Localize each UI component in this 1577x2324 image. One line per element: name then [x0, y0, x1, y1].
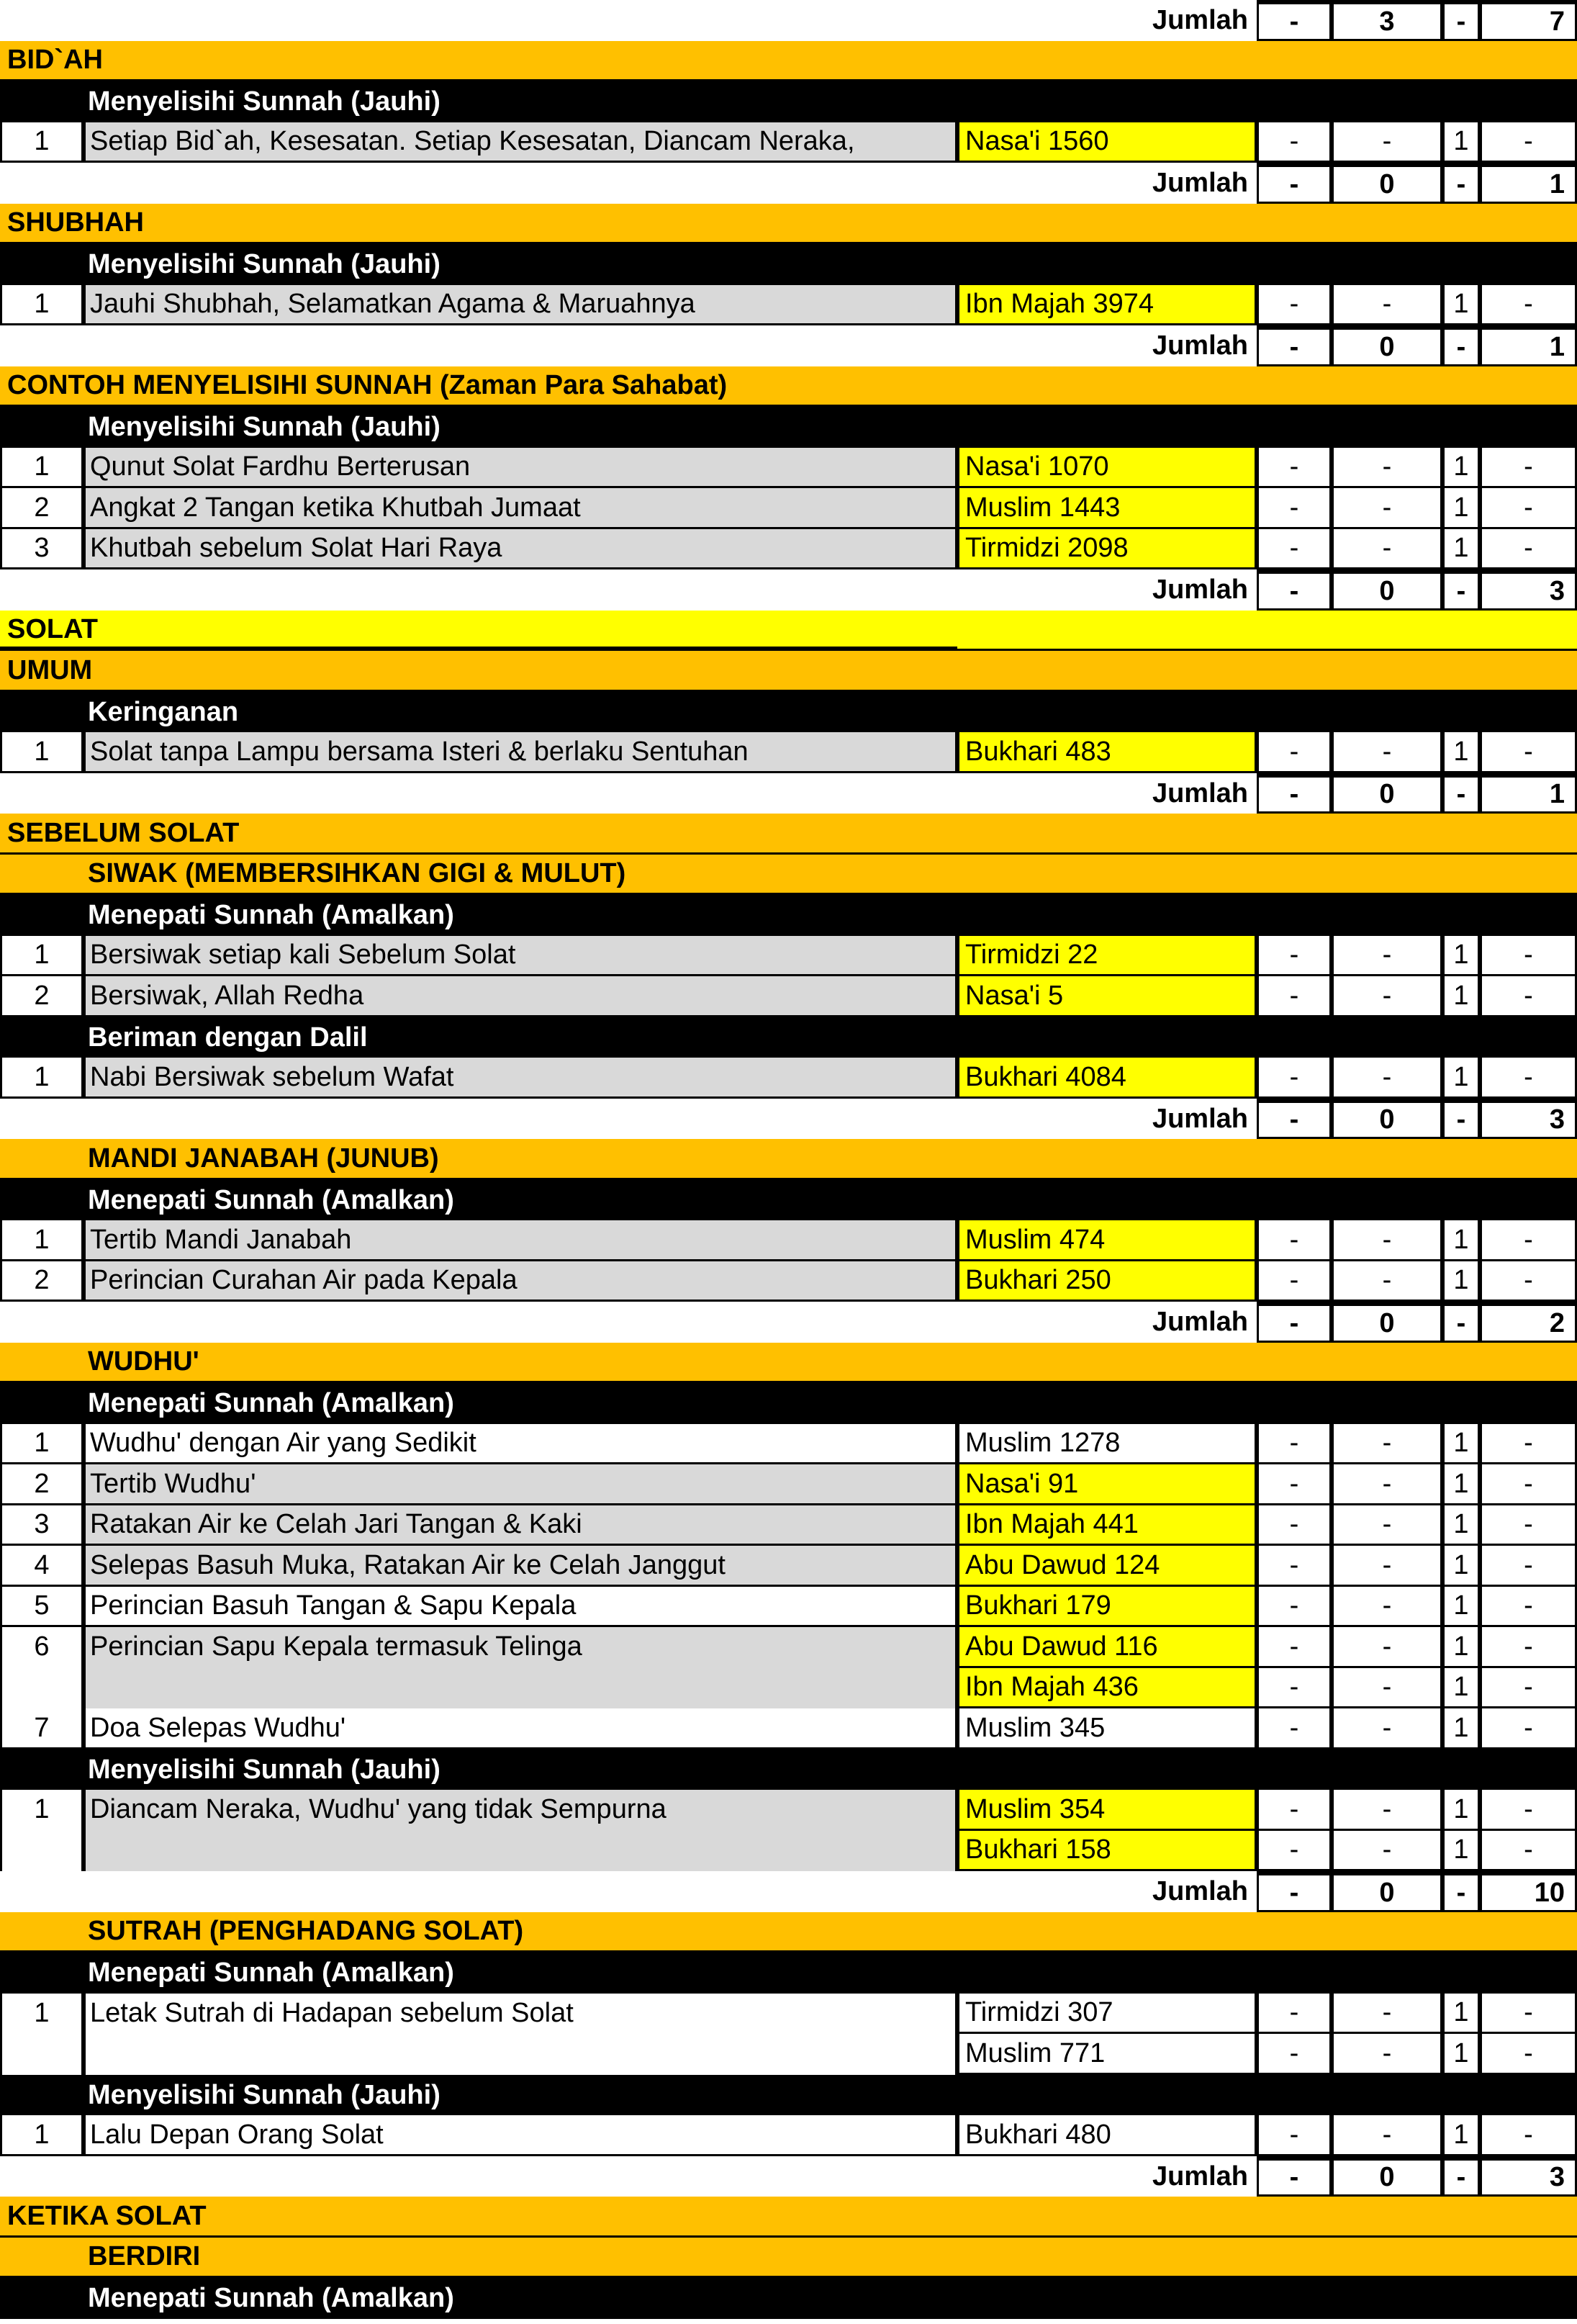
total-value-3[interactable]: -	[1442, 325, 1480, 366]
subsection-header-row	[0, 2278, 1577, 2319]
subsection-title: Menyelisihi Sunnah (Jauhi)	[88, 1754, 440, 1785]
subsection-title: Menyelisihi Sunnah (Jauhi)	[88, 2079, 440, 2110]
marker-cell-3[interactable]: 1	[1442, 976, 1480, 1017]
marker-cell-4[interactable]: -	[1480, 2034, 1577, 2075]
total-value-3[interactable]: -	[1442, 1099, 1480, 1140]
marker-cell-4[interactable]: -	[1480, 1058, 1577, 1099]
marker-cell-3[interactable]: 1	[1442, 1790, 1480, 1831]
marker-cell-1[interactable]: -	[1257, 1058, 1332, 1099]
marker-cell-1[interactable]: -	[1257, 488, 1332, 529]
marker-cell-3[interactable]: 1	[1442, 1587, 1480, 1628]
table-row	[0, 529, 1577, 570]
table-row	[0, 448, 1577, 489]
hadith-description[interactable]: Perincian Sapu Kepala termasuk Telinga	[83, 1627, 957, 1668]
total-value-2[interactable]: 0	[1332, 1302, 1442, 1343]
total-value-2[interactable]: 3	[1332, 0, 1442, 41]
marker-cell-1[interactable]: -	[1257, 936, 1332, 977]
total-label: Jumlah	[1152, 168, 1248, 199]
marker-cell-4[interactable]: -	[1480, 1790, 1577, 1831]
row-number[interactable]: 1	[0, 1790, 83, 1831]
marker-cell-2[interactable]: -	[1332, 2034, 1442, 2075]
row-number[interactable]: 1	[0, 285, 83, 326]
hadith-reference[interactable]: Tirmidzi 22	[957, 936, 1257, 977]
marker-cell-2[interactable]: -	[1332, 976, 1442, 1017]
marker-cell-2[interactable]: -	[1332, 448, 1442, 489]
subsection-header-row	[0, 244, 1577, 285]
total-value-1[interactable]: -	[1257, 1099, 1332, 1140]
total-row	[0, 1871, 1577, 1912]
hadith-description[interactable]: Khutbah sebelum Solat Hari Raya	[83, 529, 957, 570]
section-header-row	[0, 41, 1577, 82]
hadith-reference[interactable]: Muslim 1278	[957, 1424, 1257, 1465]
total-label: Jumlah	[1152, 1103, 1248, 1134]
marker-cell-2[interactable]: -	[1332, 732, 1442, 773]
marker-cell-4[interactable]: -	[1480, 1546, 1577, 1587]
subsection-header-row	[0, 2075, 1577, 2116]
subsection-title: Keringanan	[88, 696, 239, 727]
total-value-2[interactable]: 0	[1332, 1099, 1442, 1140]
marker-cell-1[interactable]: -	[1257, 1464, 1332, 1505]
hadith-description[interactable]: Ratakan Air ke Celah Jari Tangan & Kaki	[83, 1505, 957, 1546]
hadith-reference[interactable]: Muslim 354	[957, 1790, 1257, 1831]
total-value-3[interactable]: -	[1442, 773, 1480, 814]
table-row	[0, 1546, 1577, 1587]
hadith-description[interactable]: Perincian Basuh Tangan & Sapu Kepala	[83, 1587, 957, 1628]
marker-cell-2[interactable]: -	[1332, 1505, 1442, 1546]
marker-cell-3[interactable]: 1	[1442, 285, 1480, 326]
row-number[interactable]	[0, 2034, 83, 2075]
marker-cell-2[interactable]: -	[1332, 1668, 1442, 1709]
marker-cell-4[interactable]: -	[1480, 448, 1577, 489]
marker-cell-1[interactable]: -	[1257, 1831, 1332, 1872]
marker-cell-4[interactable]: -	[1480, 1831, 1577, 1872]
total-value-4[interactable]: 1	[1480, 325, 1577, 366]
hadith-description[interactable]: Wudhu' dengan Air yang Sedikit	[83, 1424, 957, 1465]
hadith-description[interactable]	[83, 1831, 957, 1872]
section-title: KETIKA SOLAT	[7, 2200, 207, 2231]
total-value-4[interactable]: 2	[1480, 1302, 1577, 1343]
marker-cell-1[interactable]: -	[1257, 1790, 1332, 1831]
marker-cell-2[interactable]: -	[1332, 1994, 1442, 2035]
hadith-reference[interactable]: Ibn Majah 436	[957, 1668, 1257, 1709]
total-value-1[interactable]: -	[1257, 2156, 1332, 2197]
marker-cell-1[interactable]: -	[1257, 529, 1332, 570]
marker-cell-2[interactable]: -	[1332, 1424, 1442, 1465]
total-value-1[interactable]: -	[1257, 569, 1332, 611]
subsection-title: Menyelisihi Sunnah (Jauhi)	[88, 249, 440, 280]
hadith-description[interactable]: Perincian Curahan Air pada Kepala	[83, 1261, 957, 1302]
row-number[interactable]	[0, 1668, 83, 1709]
marker-cell-4[interactable]: -	[1480, 488, 1577, 529]
subsection-title: Menepati Sunnah (Amalkan)	[88, 1184, 454, 1215]
subsection-header-row	[0, 895, 1577, 936]
total-value-3[interactable]: -	[1442, 1871, 1480, 1912]
marker-cell-2[interactable]: -	[1332, 1708, 1442, 1749]
total-value-3[interactable]: -	[1442, 163, 1480, 204]
hadith-description[interactable]	[83, 2034, 957, 2075]
subsection-title: Menepati Sunnah (Amalkan)	[88, 1388, 454, 1419]
marker-cell-4[interactable]: -	[1480, 2115, 1577, 2156]
subsection-title: Menepati Sunnah (Amalkan)	[88, 1958, 454, 1989]
marker-cell-4[interactable]: -	[1480, 1668, 1577, 1709]
marker-cell-3[interactable]: 1	[1442, 1668, 1480, 1709]
marker-cell-4[interactable]: -	[1480, 1994, 1577, 2035]
hadith-description[interactable]: Doa Selepas Wudhu'	[83, 1708, 957, 1749]
table-row	[0, 2115, 1577, 2156]
row-number[interactable]: 1	[0, 448, 83, 489]
total-label: Jumlah	[1152, 5, 1248, 36]
total-value-4[interactable]: 3	[1480, 2156, 1577, 2197]
table-row	[0, 1464, 1577, 1505]
hadith-reference[interactable]: Bukhari 158	[957, 1831, 1257, 1872]
total-value-2[interactable]: 0	[1332, 569, 1442, 611]
marker-cell-4[interactable]: -	[1480, 1220, 1577, 1261]
total-value-3[interactable]: -	[1442, 1302, 1480, 1343]
marker-cell-3[interactable]: 1	[1442, 529, 1480, 570]
marker-cell-2[interactable]: -	[1332, 529, 1442, 570]
total-label: Jumlah	[1152, 330, 1248, 361]
total-value-2[interactable]: 0	[1332, 163, 1442, 204]
section-header-row	[0, 2197, 1577, 2238]
marker-cell-1[interactable]: -	[1257, 1994, 1332, 2035]
section-title: CONTOH MENYELISIHI SUNNAH (Zaman Para Sahabat)	[7, 370, 728, 401]
section-header-row	[0, 2238, 1577, 2279]
subsection-title: Menepati Sunnah (Amalkan)	[88, 2283, 454, 2314]
hadith-reference[interactable]: Nasa'i 1070	[957, 448, 1257, 489]
total-value-1[interactable]: -	[1257, 1302, 1332, 1343]
marker-cell-3[interactable]: 1	[1442, 2034, 1480, 2075]
marker-cell-1[interactable]: -	[1257, 1587, 1332, 1628]
category-title: SOLAT	[7, 614, 98, 645]
subsection-header-row	[0, 1383, 1577, 1424]
section-header-row	[0, 366, 1577, 407]
marker-cell-1[interactable]: -	[1257, 1424, 1332, 1465]
row-number[interactable]: 1	[0, 1058, 83, 1099]
section-title: SUTRAH (PENGHADANG SOLAT)	[88, 1916, 524, 1947]
table-row	[0, 122, 1577, 163]
table-row	[0, 1058, 1577, 1099]
marker-cell-4[interactable]: -	[1480, 122, 1577, 163]
marker-cell-1[interactable]: -	[1257, 1220, 1332, 1261]
hadith-description[interactable]: Selepas Basuh Muka, Ratakan Air ke Celah Janggut	[83, 1546, 957, 1587]
subsection-title: Beriman dengan Dalil	[88, 1022, 368, 1053]
section-header-row	[0, 814, 1577, 855]
marker-cell-2[interactable]: -	[1332, 122, 1442, 163]
section-title: WUDHU'	[88, 1346, 199, 1377]
total-value-4[interactable]: 10	[1480, 1871, 1577, 1912]
table-row	[0, 1220, 1577, 1261]
section-header-row	[0, 1912, 1577, 1953]
total-value-1[interactable]: -	[1257, 773, 1332, 814]
hadith-description[interactable]: Lalu Depan Orang Solat	[83, 2115, 957, 2156]
table-row	[0, 1994, 1577, 2035]
row-number[interactable]: 5	[0, 1587, 83, 1628]
row-number[interactable]: 1	[0, 732, 83, 773]
section-header-row	[0, 651, 1577, 692]
row-number[interactable]: 1	[0, 1424, 83, 1465]
marker-cell-3[interactable]: 1	[1442, 448, 1480, 489]
table-row	[0, 1424, 1577, 1465]
total-row	[0, 569, 1577, 611]
hadith-description[interactable]: Setiap Bid`ah, Kesesatan. Setiap Kesesatan, Diancam Neraka,	[83, 122, 957, 163]
section-title: BID`AH	[7, 45, 103, 76]
marker-cell-4[interactable]: -	[1480, 285, 1577, 326]
hadith-description[interactable]: Diancam Neraka, Wudhu' yang tidak Sempurna	[83, 1790, 957, 1831]
section-title: UMUM	[7, 654, 93, 685]
table-row	[0, 976, 1577, 1017]
hadith-reference[interactable]: Nasa'i 91	[957, 1464, 1257, 1505]
total-label: Jumlah	[1152, 1876, 1248, 1907]
total-row	[0, 1302, 1577, 1343]
hadith-reference[interactable]: Nasa'i 5	[957, 976, 1257, 1017]
marker-cell-2[interactable]: -	[1332, 1790, 1442, 1831]
marker-cell-4[interactable]: -	[1480, 1587, 1577, 1628]
total-value-4[interactable]: 1	[1480, 773, 1577, 814]
marker-cell-1[interactable]: -	[1257, 1261, 1332, 1302]
marker-cell-4[interactable]: -	[1480, 936, 1577, 977]
row-number[interactable]: 1	[0, 936, 83, 977]
subsection-header-row	[0, 81, 1577, 122]
total-row	[0, 0, 1577, 41]
hadith-reference[interactable]: Bukhari 179	[957, 1587, 1257, 1628]
total-value-4[interactable]: 1	[1480, 163, 1577, 204]
row-number[interactable]: 3	[0, 1505, 83, 1546]
hadith-description[interactable]: Tertib Mandi Janabah	[83, 1220, 957, 1261]
table-row-continuation	[0, 1668, 1577, 1709]
total-label: Jumlah	[1152, 778, 1248, 809]
marker-cell-1[interactable]: -	[1257, 1668, 1332, 1709]
subsection-title: Menyelisihi Sunnah (Jauhi)	[88, 86, 440, 117]
marker-cell-4[interactable]: -	[1480, 1505, 1577, 1546]
section-header-row	[0, 855, 1577, 896]
marker-cell-2[interactable]: -	[1332, 1261, 1442, 1302]
total-value-3[interactable]: -	[1442, 569, 1480, 611]
marker-cell-3[interactable]: 1	[1442, 1708, 1480, 1749]
marker-cell-2[interactable]: -	[1332, 488, 1442, 529]
table-row	[0, 732, 1577, 773]
marker-cell-1[interactable]: -	[1257, 976, 1332, 1017]
marker-cell-3[interactable]: 1	[1442, 1424, 1480, 1465]
total-row	[0, 1099, 1577, 1140]
total-label: Jumlah	[1152, 1307, 1248, 1338]
marker-cell-2[interactable]: -	[1332, 1058, 1442, 1099]
table-row	[0, 1708, 1577, 1749]
marker-cell-2[interactable]: -	[1332, 936, 1442, 977]
hadith-description[interactable]: Nabi Bersiwak sebelum Wafat	[83, 1058, 957, 1099]
section-header-row	[0, 204, 1577, 245]
marker-cell-4[interactable]: -	[1480, 1708, 1577, 1749]
marker-cell-1[interactable]: -	[1257, 448, 1332, 489]
marker-cell-3[interactable]: 1	[1442, 1994, 1480, 2035]
row-number[interactable]: 4	[0, 1546, 83, 1587]
marker-cell-3[interactable]: 1	[1442, 1546, 1480, 1587]
row-number[interactable]	[0, 1831, 83, 1872]
table-row	[0, 1587, 1577, 1628]
hadith-reference[interactable]: Bukhari 483	[957, 732, 1257, 773]
marker-cell-3[interactable]: 1	[1442, 1464, 1480, 1505]
marker-cell-3[interactable]: 1	[1442, 936, 1480, 977]
hadith-description[interactable]: Bersiwak, Allah Redha	[83, 976, 957, 1017]
marker-cell-4[interactable]: -	[1480, 1627, 1577, 1668]
marker-cell-3[interactable]: 1	[1442, 488, 1480, 529]
subsection-header-row	[0, 1953, 1577, 1994]
subsection-header-row	[0, 1180, 1577, 1221]
total-value-1[interactable]: -	[1257, 325, 1332, 366]
table-row-continuation	[0, 2034, 1577, 2075]
table-row	[0, 936, 1577, 977]
total-value-4[interactable]: 3	[1480, 569, 1577, 611]
hadith-reference[interactable]: Tirmidzi 2098	[957, 529, 1257, 570]
marker-cell-3[interactable]: 1	[1442, 1627, 1480, 1668]
hadith-reference[interactable]: Muslim 474	[957, 1220, 1257, 1261]
total-label: Jumlah	[1152, 575, 1248, 605]
total-value-4[interactable]: 3	[1480, 1099, 1577, 1140]
marker-cell-3[interactable]: 1	[1442, 732, 1480, 773]
subsection-header-row	[0, 692, 1577, 733]
section-header-row	[0, 1343, 1577, 1384]
total-value-2[interactable]: 0	[1332, 2156, 1442, 2197]
category-header-row	[0, 611, 1577, 652]
marker-cell-3[interactable]: 1	[1442, 1831, 1480, 1872]
total-row	[0, 325, 1577, 366]
marker-cell-4[interactable]: -	[1480, 732, 1577, 773]
table-row	[0, 285, 1577, 326]
hadith-description[interactable]: Letak Sutrah di Hadapan sebelum Solat	[83, 1994, 957, 2035]
hadith-reference[interactable]: Bukhari 4084	[957, 1058, 1257, 1099]
table-row-continuation	[0, 1831, 1577, 1872]
row-number[interactable]: 6	[0, 1627, 83, 1668]
marker-cell-1[interactable]: -	[1257, 1627, 1332, 1668]
table-row	[0, 1790, 1577, 1831]
marker-cell-4[interactable]: -	[1480, 1464, 1577, 1505]
marker-cell-1[interactable]: -	[1257, 2034, 1332, 2075]
marker-cell-1[interactable]: -	[1257, 2115, 1332, 2156]
total-row	[0, 773, 1577, 814]
row-number[interactable]: 1	[0, 122, 83, 163]
table-row	[0, 1505, 1577, 1546]
marker-cell-2[interactable]: -	[1332, 1587, 1442, 1628]
hadith-reference[interactable]: Ibn Majah 3974	[957, 285, 1257, 326]
section-title: MANDI JANABAH (JUNUB)	[88, 1143, 439, 1174]
subsection-header-row	[0, 1017, 1577, 1058]
row-number[interactable]: 1	[0, 2115, 83, 2156]
section-title: BERDIRI	[88, 2241, 201, 2272]
total-value-1[interactable]: -	[1257, 1871, 1332, 1912]
marker-cell-4[interactable]: -	[1480, 1424, 1577, 1465]
marker-cell-2[interactable]: -	[1332, 1220, 1442, 1261]
total-row	[0, 2156, 1577, 2197]
marker-cell-2[interactable]: -	[1332, 1546, 1442, 1587]
marker-cell-2[interactable]: -	[1332, 1831, 1442, 1872]
total-label: Jumlah	[1152, 2161, 1248, 2192]
hadith-description[interactable]: Solat tanpa Lampu bersama Isteri & berlaku Sentuhan	[83, 732, 957, 773]
marker-cell-2[interactable]: -	[1332, 1627, 1442, 1668]
marker-cell-4[interactable]: -	[1480, 1261, 1577, 1302]
row-number[interactable]: 1	[0, 1994, 83, 2035]
marker-cell-3[interactable]: 1	[1442, 1058, 1480, 1099]
total-value-4[interactable]: 7	[1480, 0, 1577, 41]
section-title: SHUBHAH	[7, 207, 144, 238]
row-number[interactable]: 2	[0, 1261, 83, 1302]
marker-cell-2[interactable]: -	[1332, 2115, 1442, 2156]
section-title: SIWAK (MEMBERSIHKAN GIGI & MULUT)	[88, 858, 626, 889]
table-row	[0, 1261, 1577, 1302]
hadith-description[interactable]: Tertib Wudhu'	[83, 1464, 957, 1505]
marker-cell-4[interactable]: -	[1480, 976, 1577, 1017]
hadith-description[interactable]: Qunut Solat Fardhu Berterusan	[83, 448, 957, 489]
subsection-title: Menepati Sunnah (Amalkan)	[88, 900, 454, 931]
hadith-reference[interactable]: Bukhari 250	[957, 1261, 1257, 1302]
row-number[interactable]: 1	[0, 1220, 83, 1261]
total-row	[0, 163, 1577, 204]
hadith-reference[interactable]: Abu Dawud 124	[957, 1546, 1257, 1587]
marker-cell-1[interactable]: -	[1257, 732, 1332, 773]
marker-cell-1[interactable]: -	[1257, 1708, 1332, 1749]
marker-cell-4[interactable]: -	[1480, 529, 1577, 570]
total-value-3[interactable]: -	[1442, 2156, 1480, 2197]
hadith-reference[interactable]: Abu Dawud 116	[957, 1627, 1257, 1668]
marker-cell-3[interactable]: 1	[1442, 1505, 1480, 1546]
hadith-reference[interactable]: Tirmidzi 307	[957, 1994, 1257, 2035]
row-number[interactable]: 7	[0, 1708, 83, 1749]
hadith-description[interactable]	[83, 1668, 957, 1709]
marker-cell-3[interactable]: 1	[1442, 122, 1480, 163]
total-value-2[interactable]: 0	[1332, 773, 1442, 814]
total-value-1[interactable]: -	[1257, 0, 1332, 41]
marker-cell-3[interactable]: 1	[1442, 2115, 1480, 2156]
marker-cell-1[interactable]: -	[1257, 1505, 1332, 1546]
row-number[interactable]: 3	[0, 529, 83, 570]
table-row	[0, 488, 1577, 529]
row-number[interactable]: 2	[0, 1464, 83, 1505]
hadith-description[interactable]: Jauhi Shubhah, Selamatkan Agama & Maruahnya	[83, 285, 957, 326]
section-title: SEBELUM SOLAT	[7, 817, 240, 848]
hadith-description[interactable]: Angkat 2 Tangan ketika Khutbah Jumaat	[83, 488, 957, 529]
marker-cell-1[interactable]: -	[1257, 1546, 1332, 1587]
hadith-description[interactable]: Bersiwak setiap kali Sebelum Solat	[83, 936, 957, 977]
subsection-title: Menyelisihi Sunnah (Jauhi)	[88, 412, 440, 443]
marker-cell-2[interactable]: -	[1332, 285, 1442, 326]
hadith-reference[interactable]: Muslim 1443	[957, 488, 1257, 529]
row-number[interactable]: 2	[0, 488, 83, 529]
section-header-row	[0, 1139, 1577, 1180]
hadith-reference[interactable]: Ibn Majah 441	[957, 1505, 1257, 1546]
marker-cell-1[interactable]: -	[1257, 285, 1332, 326]
total-value-1[interactable]: -	[1257, 163, 1332, 204]
total-value-2[interactable]: 0	[1332, 1871, 1442, 1912]
marker-cell-1[interactable]: -	[1257, 122, 1332, 163]
marker-cell-3[interactable]: 1	[1442, 1261, 1480, 1302]
marker-cell-2[interactable]: -	[1332, 1464, 1442, 1505]
marker-cell-3[interactable]: 1	[1442, 1220, 1480, 1261]
hadith-reference[interactable]: Muslim 345	[957, 1708, 1257, 1749]
row-number[interactable]: 2	[0, 976, 83, 1017]
table-row	[0, 1627, 1577, 1668]
total-value-2[interactable]: 0	[1332, 325, 1442, 366]
hadith-reference[interactable]: Nasa'i 1560	[957, 122, 1257, 163]
subsection-header-row	[0, 1749, 1577, 1791]
hadith-reference[interactable]: Muslim 771	[957, 2034, 1257, 2075]
total-value-3[interactable]: -	[1442, 0, 1480, 41]
hadith-reference[interactable]: Bukhari 480	[957, 2115, 1257, 2156]
subsection-header-row	[0, 407, 1577, 448]
